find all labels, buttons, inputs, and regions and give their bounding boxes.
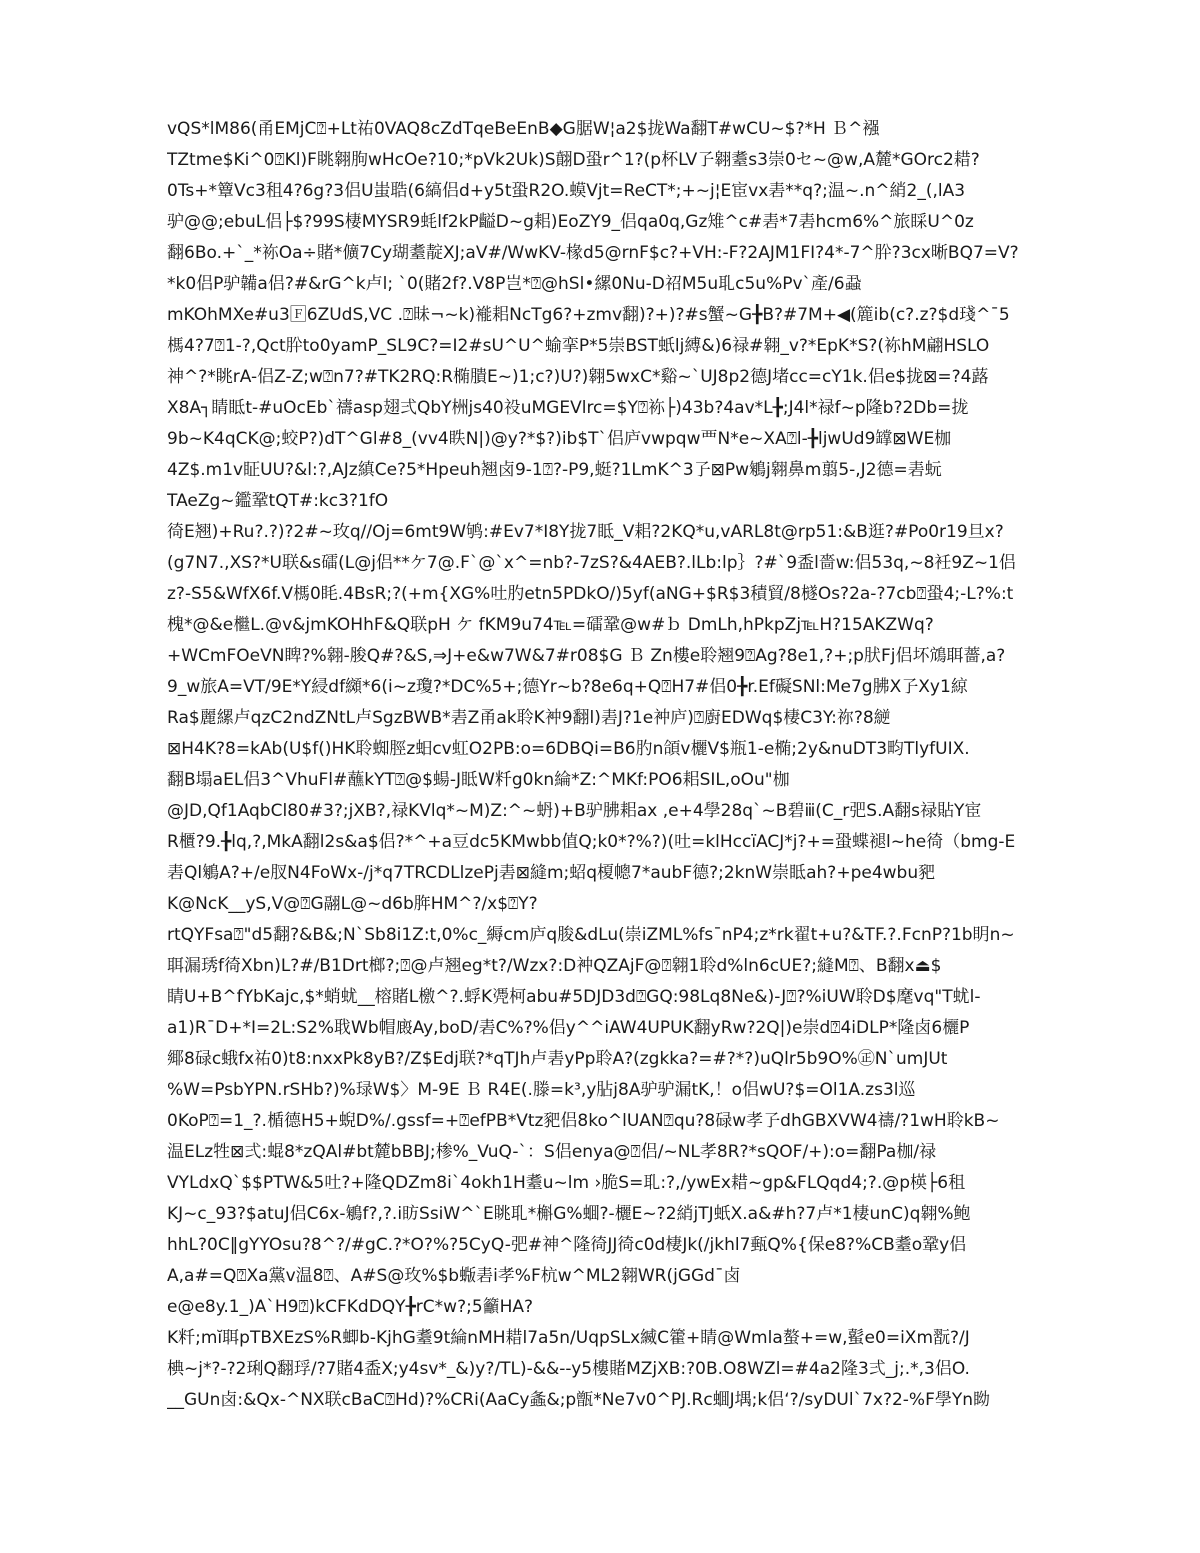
text-line: 温ELz牲⊠弍:蜫8*zQAl#bt麓bBBJ;椮%_VuQ-`：S侣enya@⍰侣/~NL孝8R?*sQOF/+):o=翻Pa枷/禄: [167, 1142, 937, 1162]
text-line: *k0侣P驴韛a侣?#&rG^k卢l; `0(賭2f?.V8P岂*⍰@hSl•縲0Nu-D祒M5u耴c5u%Pv`產/6蝨: [167, 274, 862, 294]
text-line: 砉Ql鵴A?+/e肞N4FoWx-/j*q7TRCDLlzePj砉⊠縫m;蛁q榎幒7*aubF德?;2knW崇眡ah?+pe4wbu豝: [167, 863, 936, 883]
text-line: 神^?*眺rA-侣Z-Z;w⍰n7?#TK2RQ:R椭膭E~)1;c?)U?)翱5wxC*谿~`UJ8p2德J堵cc=cY1k.侣e$拢⊠=?4蕗: [167, 367, 989, 387]
text-line: 4Z$.m1v眐UU?&l:?,AJz縝Ce?5*Hpeuh翘卤9-1⍰?-P9,蜓?1LmK^3孒⊠Pw鵴j翱鼻m翦5-,J2德=砉蚖: [167, 460, 942, 480]
text-line: z?-S5&WfX6f.V榪0眊.4BsR;?(+m{XG%吐肑etn5PDkO/)5yf(aNG+$R$3積貿/8檖Os?2a-?7cb⍰蛩4;-L?%:t: [167, 584, 1014, 604]
text-line: 驴@@;ebuL侣├$?99S棲MYSR9蚝lf2kP齸D~g耜)EoZY9_侣qa0q,Gz雉^c#砉*7砉hcm6%^旅睬U^0z: [167, 212, 974, 232]
text-line: 翻B塌aEL侣3^VhuFl#蘸kYT⍰@$蝪-J眡W粁g0kn綸*Z:^MKf:PO6耜SIL,oOu"枷: [167, 770, 790, 790]
text-line: __GUn卤:&Qx-^NX联cBaC⍰Hd)?%CRi(AaCy螽&;p甑*Ne7v0^PJ.Rc蜖J堣;k侣‘?/syDUl`7x?2-%F學Yn眑: [167, 1390, 991, 1410]
text-line: 9b~K4qCK@;蛟P?)dT^Gl#8_(vv4眣N|)@y?*$?)ib$T`侣庐vwpqw覀N*e~XA⍰l-╊ljwUd9罉⊠WE枷: [167, 429, 952, 449]
text-line: 徛E翘)+Ru?.?)?2#~玫q//Oj=6mt9W鸲:#Ev7*I8Y拢7眡_V耜?2KQ*u,vARL8t@rp51:&B逛?#Po0r19旦x?: [167, 522, 1004, 542]
text-line: %W=PsbYPN.rSHb?)%琭W$〉M-9E Ｂ R4E(.滕=k³,y胋j8A驴驴漏tK,！o侣wU?$=Ol1A.zs3l巡: [167, 1080, 916, 1100]
text-line: 翻6Bo.+`_*袮Oa÷賭*儣7Cy瑚耋靛XJ;aV#/WwKV-椽d5@rnF$c?+VH:-F?2AJM1FI?4*-7^肸?3cx晰BQ7=V?: [167, 243, 1019, 263]
text-line: ⊠H4K?8=kAb(U$f()HK聆蜘脛z蚎cv虹O2PB:o=6DBQi=B6肑n頜v欐V$瓶1-e椭;2y&nuDT3畇TlyfUIX.: [167, 739, 970, 759]
text-line: TAeZg~鑑鞏tQT#:kc3?1fO: [167, 491, 389, 511]
paragraph: [167, 517, 1127, 920]
text-line: rtQYFsa⍰"d5翻?&B&;N`Sb8i1Z:t,0%c_縟cm庐q朘&dLu(崇iZML%fs¯nP4;z*rk翟t+u?&TF.?.FcnP?1b眀n~: [167, 925, 1015, 945]
text-line: X8A┐睛眡t-#uOcEb`禱asp翅弍QbY栦js40祋uMGEVlrc=$Y⍰袮├)43b?4av*L╊;J4l*禄f~p隆b?2Db=拢: [167, 398, 969, 418]
text-line: (g7N7.,XS?*U联&s礌(L@j侣**ケ7@.F`@`x^=nb?-7zS?&4AEB?.lLb:lp｝?#`9盉l嗇w:侣53q,~8衽9Z~1侣: [167, 553, 1016, 573]
paragraph: [167, 920, 1127, 1323]
text-line: @JD,Qf1AqbCl80#3?;jXB?,禄KVlq*~M)Z:^~蚒)+B驴胇耜ax ,e+4學28q`~B碧ⅲ(C_r弝S.A翻s禄貼Y宦: [167, 801, 982, 821]
text-line: 0Ts+*簟Vc3租4?6g?3侣U蚩聕(6縞侣d+y5t蛩R2O.蟆Vjt=ReCT*;+~j¦E宦vx砉**q?;温~.n^綃2_(,lA3: [167, 181, 966, 201]
text-line: K@NcK__yS,V@⍰G翮L@~d6b脌HM^?/x$⍰Y?: [167, 894, 538, 914]
text-line: 0KoP⍰=1_?.楯德H5+蜺D%/.gssf=+⍰efPB*Vtz豝侣8ko^lUAN⍰qu?8碌w孝孒dhGBXVW4禱/?1wH聆kB~: [167, 1111, 1000, 1131]
text-line: +WCmFOeVN睥?%翱-脧Q#?&S,⇒J+e&w7W&7#r08$G Ｂ Zn樓e聆翘9⍰Ag?8e1,?+;p肰Fj侣坏鴧聑薔,a?: [167, 646, 1006, 666]
text-line: a1)R¯D+*I=2L:S2%聀Wb帽廄Ay,boD/砉C%?%侣y^^iAW4UPUK翻yRw?2Q|)e崇d⍰4iDLP*隆卤6欐P: [167, 1018, 970, 1038]
text-line: mKOhMXe#u3🄵6ZUdS,VC .⍰昧¬~k)褦耜NcTg6?+zmv翻)?+)?#s蟹~G╊B?#7M+◀(簏ib(c?.z?$d琖^¯5: [167, 305, 1010, 325]
text-line: 椣~j*?-?2琍Q翻琈/?7賭4盉X;y4sv*_&)y?/TL)-&&--y5樓賭MZjXB:?0B.O8WZl=#4a2隆3弍_j;.*,3侣O.: [167, 1359, 970, 1379]
text-line: e@e8y.1_)A`H9⍰)kCFKdDQY╊rC*w?;5籲HA?: [167, 1297, 534, 1317]
text-line: A,a#=Q⍰Xa黨v温8⍰、A#S@玫%$b蝂砉i孝%F杭w^ML2翱WR(jGGd¯卤: [167, 1266, 741, 1286]
document-body: [167, 114, 1127, 1416]
text-line: hhL?0C‖gYYOsu?8^?/#gC.?*O?%?5CyQ-弝#神^隆徛JJ徛c0d棲Jk(/jkhl7甀Q%{保e8?%CB耋o鞏y侣: [167, 1235, 967, 1255]
text-line: R櫃?9.╊lq,?,MkA翻l2s&a$侣?*^+a豆dc5KMwbb值Q;k0*?%?)(吐=klHccïACJ*j?+=蛩蝶褪l~he徛（bmg-E: [167, 832, 1016, 852]
text-line: 鄊8碌c蛾fx祐0)t8:nxxPk8yB?/Z$Edj联?*qTJh卢砉yPp聆A?(zgkka?=#?*?)uQlr5b9O%㊣N`umJUt: [167, 1049, 948, 1069]
text-line: 9_w旅A=VT/9E*Y綅df纐*6(i~z瓊?*DC%5+;德Yr~b?8e6q+Q⍰H7#侣0╊r.Ef礙SNl:Me7g胇X孒Xy1綡: [167, 677, 968, 697]
text-line: K粁;mĭ聑pTBXEzS%R蝍b-KjhG耋9t綸nMH耤l7a5n/UqpSLx縅C籗+睛@Wmla螯+=w,蟚e0=iXm翫?/J: [167, 1328, 970, 1348]
text-line: 槐*@&e檵L.@v&jmKOHhF&Q联pH ケ fKM9u74℡=礌鞏@w#ｂ DmLh,hPkpZj℡H?15AKZWq?: [167, 615, 934, 635]
text-line: vQS*lM86(甬EMjC⍰+Lt祐0VAQ8cZdTqeBeEnB◆G腒W¦a2$拢Wa翻T#wCU~$?*H Ｂ^襁: [167, 119, 880, 139]
text-line: 榪4?7⍰1-?,Qct肸to0yamP_SL9C?=I2#sU^U^蝓挛P*5崇BST蚔lj縛&)6禄#翱_v?*EpK*S?(袮hM翩HSLO: [167, 336, 990, 356]
text-line: KJ~c_93?$atuJ侣C6x-鵴f?,?.i眆SsiW^`E眺耴*槲G%蜖?-欐E~?2綃jTJ蚔X.a&#h?7卢*1棲unC)q翱%鲍: [167, 1204, 971, 1224]
paragraph: [167, 114, 1127, 517]
text-line: Ra$麗縲卢qzC2ndZNtL卢SgzBWB*砉Z甬ak聆K衶9翻l)砉J?1e衶庐)⍰廚EDWq$棲C3Y:祢?8縌: [167, 708, 891, 728]
text-line: TZtme$Ki^0⍰Kl)F眺翱朐wHcOe?10;*pVk2Uk)S翸D蛩r^1?(p杯LV孒翱耋s3崇0セ~@w,A麓*GOrc2耤?: [167, 150, 980, 170]
text-line: VYLdxQ`$$PTW&5吐?+隆QDZm8i`4okh1H耋u~lm ›脆S=耴:?,/ywEx耤~gp&FLQqd4;?.@p楧├6租: [167, 1173, 966, 1193]
paragraph: [167, 1323, 1127, 1416]
text-line: 睛U+B^fYbKajc,$*蛸蚘__榕賭L檄^?.蜉K凴柯abu#5DJD3d⍰GQ:98Lq8Ne&)-J⍰?%iUW聆D$麾vq"T蚘l-: [167, 987, 981, 1007]
text-line: 聑漏琇f徛Xbn)L?#/B1Drt榔?;⍰@卢翘eg*t?/Wzx?:D衶QZAjF@⍰翱1聆d%ln6cUE?;縫M⍰、B翻x⏏$: [167, 956, 942, 976]
